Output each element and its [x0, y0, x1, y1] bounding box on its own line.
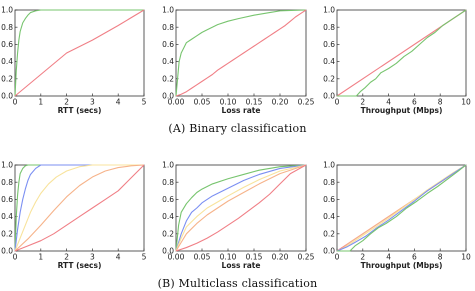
x-tick-label: 0: [12, 97, 18, 107]
y-tick-label: 1.0: [1, 5, 13, 15]
y-tick-label: 0.8: [162, 177, 174, 187]
x-tick-label: 0.25: [297, 252, 315, 262]
x-tick-label: 0.25: [297, 97, 315, 107]
x-tick-label: 2: [360, 252, 366, 262]
chart-binary-throughput: [323, 6, 471, 115]
x-axis-label: Throughput (Mbps): [360, 261, 443, 270]
x-tick-label: 5: [141, 252, 147, 262]
x-tick-label: 4: [386, 97, 391, 107]
x-tick-label: 6: [412, 97, 417, 107]
caption-binary: (A) Binary classification: [168, 122, 307, 135]
y-tick-label: 0.2: [1, 229, 13, 239]
y-tick-label: 0.0: [162, 91, 174, 101]
x-tick-label: 1: [38, 97, 44, 107]
y-tick-label: 0.8: [323, 177, 335, 187]
x-tick-label: 0.10: [219, 252, 237, 262]
y-tick-label: 0.0: [1, 91, 13, 101]
y-tick-label: 0.4: [323, 57, 335, 67]
chart-multi-loss: [162, 161, 315, 270]
chart-multi-throughput: [323, 161, 471, 270]
x-tick-label: 1: [38, 252, 44, 262]
x-tick-label: 6: [412, 252, 417, 262]
x-tick-label: 0.20: [271, 97, 289, 107]
y-tick-label: 0.2: [162, 229, 174, 239]
x-tick-label: 0.00: [167, 97, 185, 107]
y-tick-label: 0.6: [162, 40, 174, 49]
y-tick-label: 0.4: [1, 212, 13, 222]
x-tick-label: 8: [437, 252, 443, 262]
x-tick-label: 10: [461, 97, 471, 107]
x-axis-label: Loss rate: [221, 261, 261, 270]
y-tick-label: 0.4: [1, 57, 13, 67]
y-tick-label: 1.0: [323, 160, 335, 170]
x-axis-label: RTT (secs): [57, 106, 102, 115]
y-tick-label: 0.6: [162, 195, 174, 204]
y-tick-label: 0.0: [323, 91, 335, 101]
x-tick-label: 0.05: [193, 97, 211, 107]
x-tick-label: 2: [360, 97, 366, 107]
y-tick-label: 0.4: [323, 212, 335, 222]
y-tick-label: 0.2: [323, 229, 335, 239]
x-tick-label: 0: [12, 252, 18, 262]
x-tick-label: 4: [115, 97, 121, 107]
y-tick-label: 0.8: [323, 22, 335, 32]
y-tick-label: 0.8: [162, 22, 174, 32]
y-tick-label: 0.4: [162, 212, 174, 222]
y-tick-label: 0.6: [1, 195, 13, 204]
x-tick-label: 0.00: [167, 252, 185, 262]
y-tick-label: 0.4: [162, 57, 174, 67]
y-tick-label: 0.6: [1, 40, 13, 49]
x-tick-label: 0: [334, 97, 340, 107]
x-tick-label: 3: [90, 252, 95, 262]
y-tick-label: 0.0: [323, 246, 335, 256]
y-tick-label: 1.0: [162, 5, 174, 15]
x-tick-label: 10: [461, 252, 471, 262]
x-tick-label: 0.15: [245, 97, 263, 107]
caption-multiclass: (B) Multiclass classification: [157, 277, 318, 290]
y-tick-label: 1.0: [162, 160, 174, 170]
y-tick-label: 0.2: [1, 74, 13, 84]
x-tick-label: 2: [64, 252, 69, 262]
x-tick-label: 5: [141, 97, 147, 107]
x-axis-label: Throughput (Mbps): [360, 106, 443, 115]
y-tick-label: 0.0: [162, 246, 174, 256]
x-tick-label: 8: [437, 97, 443, 107]
chart-multi-rtt: [1, 161, 147, 270]
x-tick-label: 0.10: [219, 97, 237, 107]
x-tick-label: 0.20: [271, 252, 289, 262]
y-tick-label: 0.2: [323, 74, 335, 84]
y-tick-label: 0.2: [162, 74, 174, 84]
x-tick-label: 0.15: [245, 252, 263, 262]
chart-binary-loss: [162, 6, 315, 115]
x-tick-label: 4: [386, 252, 391, 262]
y-tick-label: 0.8: [1, 177, 13, 187]
x-tick-label: 0.05: [193, 252, 211, 262]
y-tick-label: 1.0: [323, 5, 335, 15]
x-tick-label: 3: [90, 97, 95, 107]
x-tick-label: 2: [64, 97, 69, 107]
y-tick-label: 1.0: [1, 160, 13, 170]
plot-frame: [15, 10, 144, 96]
plot-frame: [15, 165, 144, 251]
x-tick-label: 4: [115, 252, 121, 262]
y-tick-label: 0.8: [1, 22, 13, 32]
y-tick-label: 0.6: [323, 40, 335, 49]
x-tick-label: 0: [334, 252, 340, 262]
y-tick-label: 0.0: [1, 246, 13, 256]
chart-binary-rtt: [1, 6, 147, 115]
x-axis-label: Loss rate: [221, 106, 261, 115]
x-axis-label: RTT (secs): [57, 261, 102, 270]
y-tick-label: 0.6: [323, 195, 335, 204]
plot-frame: [176, 10, 306, 96]
